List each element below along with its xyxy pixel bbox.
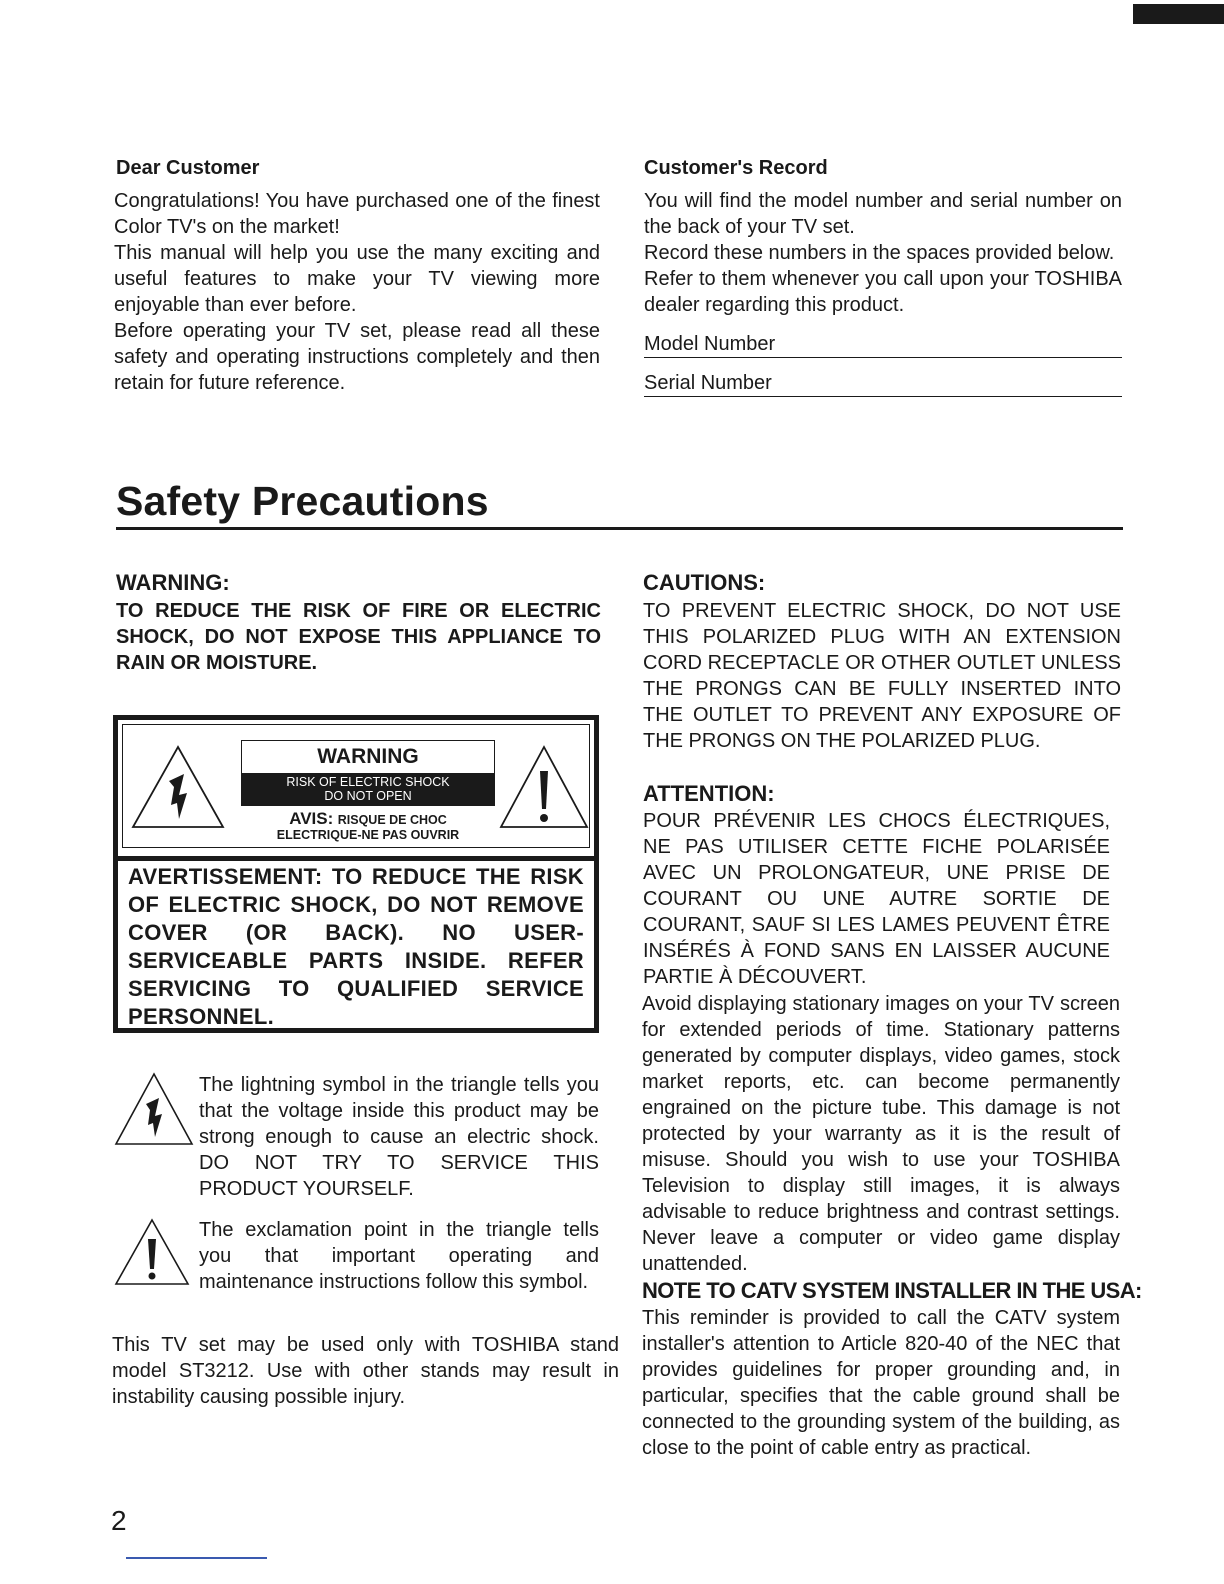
catv-heading: NOTE TO CATV SYSTEM INSTALLER IN THE USA:	[642, 1278, 1142, 1303]
customers-record-paragraph: You will find the model number and serial number on the back of your TV set.	[644, 190, 1122, 238]
warning-label-box	[113, 715, 599, 1033]
exclamation-triangle-icon	[498, 743, 590, 831]
dear-customer-heading: Dear Customer	[116, 157, 260, 179]
avertissement-text: AVERTISSEMENT: TO REDUCE THE RISK OF ELECTRIC SHOCK, DO NOT REMOVE COVER (OR BACK). NO USER-SERVICEABLE PARTS INSIDE. REFER SERVICING TO QUALIFIED SERVICE PERSONNEL.	[128, 864, 584, 1029]
warning-heading: WARNING:	[116, 570, 230, 595]
serial-number-label: Serial Number	[644, 372, 772, 394]
page-number: 2	[111, 1505, 127, 1536]
lightning-note: The lightning symbol in the triangle tells you that the voltage inside this product may be strong enough to cause an electric shock. DO NOT TRY TO SERVICE THIS PRODUCT YOURSELF.	[199, 1074, 599, 1200]
warning-label-line1: RISK OF ELECTRIC SHOCK	[286, 775, 450, 789]
model-number-field[interactable]	[644, 331, 1122, 358]
lightning-triangle-icon	[113, 1071, 195, 1147]
catv-text: This reminder is provided to call the CATV system installer's attention to Article 820-40 of the NEC that provides guidelines for proper grounding and, in particular, specifies that the cable ground shall be connected to the grounding system of the building, as close to the point of cable entry as practical.	[642, 1307, 1120, 1459]
stand-note: This TV set may be used only with TOSHIBA stand model ST3212. Use with other stands may result in instability causing possible injury.	[112, 1334, 619, 1408]
customers-record-heading: Customer's Record	[644, 157, 828, 179]
avis-word: AVIS:	[289, 809, 334, 828]
customers-record-paragraph: Record these numbers in the spaces provided below.	[644, 242, 1115, 264]
avis-line2: ELECTRIQUE-NE PAS OUVRIR	[276, 828, 460, 842]
attention-heading: ATTENTION:	[643, 781, 775, 806]
warning-text: TO REDUCE THE RISK OF FIRE OR ELECTRIC SHOCK, DO NOT EXPOSE THIS APPLIANCE TO RAIN OR MOISTURE.	[116, 600, 601, 674]
warning-label	[241, 740, 495, 806]
warning-label-line2: DO NOT OPEN	[324, 789, 412, 803]
page-title: Safety Precautions	[116, 478, 489, 524]
serial-number-field[interactable]	[644, 370, 1122, 397]
warning-label-title: WARNING	[317, 745, 419, 768]
avis-text	[241, 811, 495, 843]
dear-customer-paragraph: This manual will help you use the many exciting and useful features to make your TV viewing more enjoyable than ever before.	[114, 242, 600, 316]
warning-label-top	[122, 724, 590, 848]
dear-customer-body	[114, 188, 600, 396]
customers-record-paragraph: Refer to them whenever you call upon your TOSHIBA dealer regarding this product.	[644, 268, 1122, 316]
attention-text: POUR PRÉVENIR LES CHOCS ÉLECTRIQUES, NE PAS UTILISER CETTE FICHE POLARISÉE AVEC UN PROLONGATEUR, UNE PRISE DE COURANT OU UNE AUTRE SORTIE DE COURANT, SAUF SI LES LAMES PEUVENT ÊTRE INSÉRÉS À FOND SANS EN LAISSER AUCUNE PARTIE À DÉCOUVERT.	[643, 810, 1110, 988]
avertissement-panel	[118, 856, 594, 1028]
title-divider	[116, 527, 1123, 530]
model-number-label: Model Number	[644, 333, 776, 355]
cautions-heading: CAUTIONS:	[643, 570, 766, 595]
customers-record-body	[644, 188, 1122, 318]
avis-rest: RISQUE DE CHOC	[337, 813, 447, 827]
corner-mark	[1133, 4, 1224, 24]
lightning-triangle-icon	[129, 743, 227, 831]
exclamation-triangle-icon	[113, 1217, 191, 1287]
exclamation-note: The exclamation point in the triangle tells you that important operating and maintenance instructions follow this symbol.	[199, 1219, 599, 1293]
dear-customer-paragraph: Before operating your TV set, please read all these safety and operating instructions completely and then retain for future reference.	[114, 320, 600, 394]
warning-label-subtext	[242, 773, 494, 805]
cautions-text: TO PREVENT ELECTRIC SHOCK, DO NOT USE THIS POLARIZED PLUG WITH AN EXTENSION CORD RECEPTACLE OR OTHER OUTLET UNLESS THE PRONGS CAN BE FULLY INSERTED INTO THE OUTLET TO PREVENT ANY EXPOSURE OF THE PRONGS ON THE POLARIZED PLUG.	[643, 600, 1121, 752]
dear-customer-paragraph: Congratulations! You have purchased one of the finest Color TV's on the market!	[114, 190, 600, 238]
bottom-rule	[126, 1557, 267, 1559]
stationary-images-note: Avoid displaying stationary images on your TV screen for extended periods of time. Stationary patterns generated by computer displays, video games, stock market reports, etc. can become permanently engrained on the picture tube. This damage is not protected by your warranty as it is the result of misuse. Should you wish to use your TOSHIBA Television to display still images, it is always advisable to reduce brightness and contrast settings. Never leave a computer or video game display unattended.	[642, 993, 1120, 1275]
